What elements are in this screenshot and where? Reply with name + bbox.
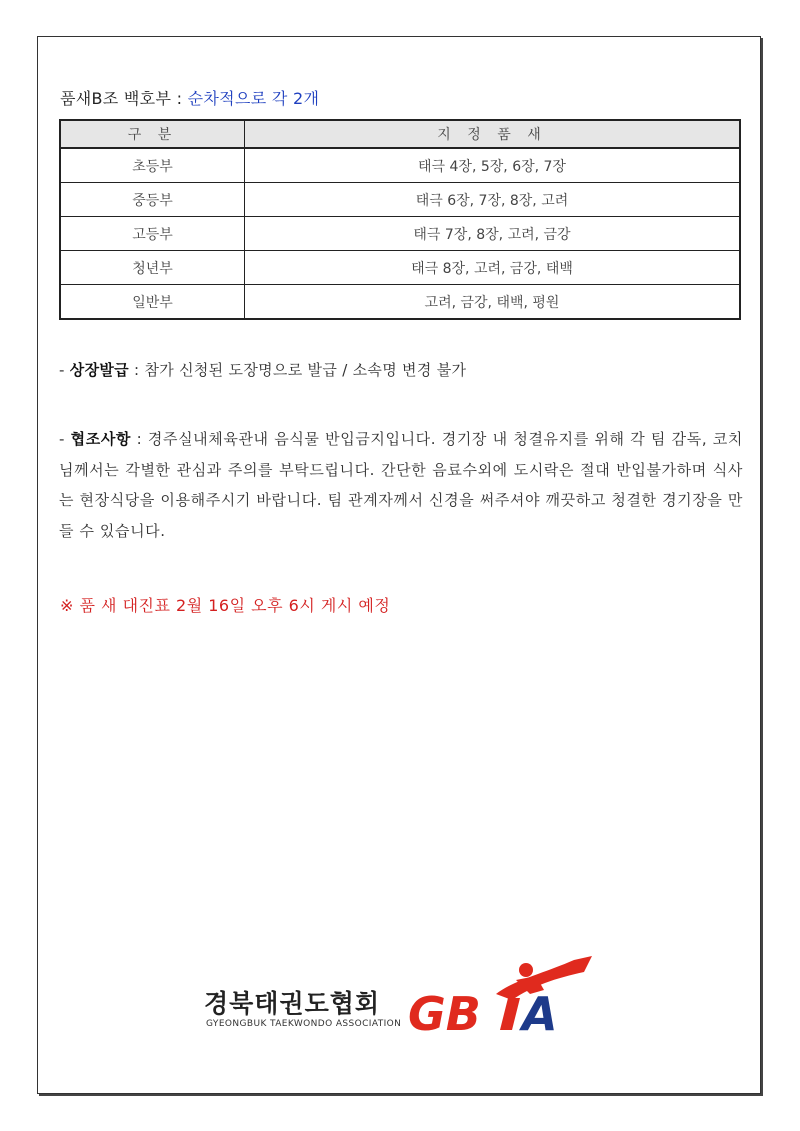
cooperation-paragraph — [59, 424, 743, 546]
award-paragraph — [59, 359, 743, 380]
logo-korean-name: 경북태권도협회 — [204, 989, 381, 1018]
section-title — [60, 86, 319, 109]
section-title-prefix: 품새B조 백호부 : — [60, 89, 188, 108]
row-poomsae: 태극 4장, 5장, 6장, 7장 — [245, 148, 741, 183]
header-poomsae: 지 정 품 새 — [245, 120, 741, 148]
row-division: 초등부 — [60, 148, 245, 183]
award-dash: - — [59, 361, 70, 379]
row-poomsae: 태극 6장, 7장, 8장, 고려 — [245, 183, 741, 217]
row-division: 청년부 — [60, 251, 245, 285]
header-division: 구 분 — [60, 120, 245, 148]
award-label: 상장발급 — [69, 361, 129, 379]
bracket-notice: ※ 품 새 대진표 2월 16일 오후 6시 게시 예정 — [60, 596, 391, 615]
logo-a-letter: A — [522, 987, 558, 1040]
cooperation-label: 협조사항 — [70, 430, 132, 448]
row-division: 일반부 — [60, 285, 245, 320]
logo-gb-letters: GB — [408, 987, 481, 1040]
association-logo — [204, 950, 604, 1040]
section-title-highlight: 순차적으로 각 2개 — [187, 89, 320, 108]
row-poomsae: 고려, 금강, 태백, 평원 — [245, 285, 741, 320]
cooperation-dash: - — [59, 430, 71, 448]
table-row — [60, 148, 740, 183]
cooperation-text: : 경주실내체육관내 음식물 반입금지입니다. 경기장 내 청결유지를 위해 각 팀 감독, 코치님께서는 각별한 관심과 주의를 부탁드립니다. 간단한 음료수외에 도시락은 절대 반입불가하며 식사는 현장식당을 이용해주시기 바랍니다. 팀 관계자께서 신경을 써주셔야 깨끗하고 청결한 경기장을 만들 수 있습니다. — [59, 430, 743, 540]
gbta-logo-mark — [404, 950, 604, 1040]
table-header-row — [60, 120, 740, 148]
award-text: : 참가 신청된 도장명으로 발급 / 소속명 변경 불가 — [128, 361, 467, 379]
poomsae-table — [59, 119, 741, 320]
row-division: 중등부 — [60, 183, 245, 217]
table-row — [60, 183, 740, 217]
row-poomsae: 태극 7장, 8장, 고려, 금강 — [245, 217, 741, 251]
logo-t-stroke — [500, 998, 520, 1030]
row-division: 고등부 — [60, 217, 245, 251]
logo-english-name: GYEONGBUK TAEKWONDO ASSOCIATION — [206, 1019, 402, 1029]
table-row — [60, 285, 740, 320]
table-row — [60, 217, 740, 251]
table-row — [60, 251, 740, 285]
logo-figure-head — [519, 963, 533, 977]
row-poomsae: 태극 8장, 고려, 금강, 태백 — [245, 251, 741, 285]
